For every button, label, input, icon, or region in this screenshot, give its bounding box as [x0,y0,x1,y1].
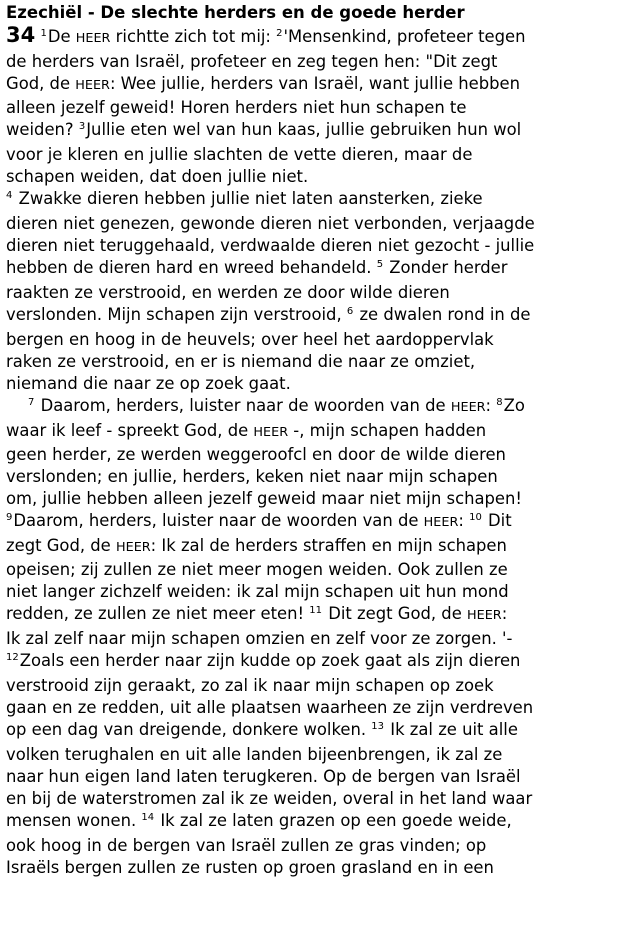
text-run: Israëls bergen zullen ze rusten op groen grasland en in een [6,858,494,877]
text-run: niet langer zichzelf weiden: ik zal mijn schapen uit hun mond [6,582,509,601]
text-line [6,329,618,351]
verse-number: 3 [78,121,86,132]
text-line [6,444,618,466]
text-line [6,810,618,835]
text-run: zegt God, de [6,536,116,555]
text-run: Dit zegt God, de [323,604,468,623]
small-caps-lord: HEER [423,515,459,530]
verse-number: 9 [6,512,13,523]
text-run: raken ze verstrooid, en er is niemand die naar ze omziet, [6,352,476,371]
text-line [6,857,618,879]
small-caps-lord: HEER [253,425,289,440]
verse-number: 12 [6,652,19,663]
small-caps-lord: HEER [467,608,502,623]
text-run: God, de [6,74,76,93]
text-run: op een dag van dreigende, donkere wolken. [6,720,372,739]
verse-number: 14 [141,812,155,823]
verse-number: 10 [469,512,482,523]
text-line [6,51,618,73]
text-run: verstrooid zijn geraakt, zo zal ik naar mijn schapen op zoek [6,676,494,695]
text-run: Ik zal ze uit alle [385,720,518,739]
verse-number: 1 [40,28,47,39]
small-caps-lord: HEER [115,540,151,555]
text-line [6,257,618,282]
text-run: Ik zal zelf naar mijn schapen omzien en zelf voor ze zorgen. '- [6,629,513,648]
text-line [6,395,618,420]
text-run: mensen wonen. [6,811,142,830]
small-caps-lord: HEER [450,400,486,415]
text-run: : [501,604,508,623]
text-line [6,535,618,559]
text-run: Jullie eten wel van hun kaas, jullie gebruiken hun wol [86,120,522,139]
text-run: hebben de dieren hard en wreed behandeld. [6,258,377,277]
text-run: bergen en hoog in de heuvels; over heel het aardoppervlak [6,330,494,349]
text-run: Zo [503,396,525,415]
text-run: volken terughalen en uit alle landen bijeenbrengen, ik zal ze [6,745,503,764]
verse-number: 8 [496,397,503,408]
text-line [6,788,618,810]
text-line [6,559,618,581]
text-line [6,650,618,675]
text-line [6,766,618,788]
text-run: Daarom, herders, luister naar de woorden van de [35,396,451,415]
text-line [6,97,618,119]
text-line [6,73,618,97]
passage-title: Ezechiël - De slechte herders en de goede herder [6,3,465,22]
text-line [6,144,618,166]
passage-text [6,24,618,879]
text-line [6,744,618,766]
text-run: naar hun eigen land laten terugkeren. Op de bergen van Israël [6,767,521,786]
text-line [6,581,618,603]
text-run: dieren niet genezen, gewonde dieren niet verbonden, verjaagde [6,214,535,233]
text-line [6,351,618,373]
text-run: Zonder herder [384,258,508,277]
text-run: ook hoog in de bergen van Israël zullen ze gras vinden; op [6,836,487,855]
text-line [6,304,618,329]
text-run: gaan en ze redden, uit alle plaatsen waarheen ze zijn verdreven [6,698,534,717]
verse-number: 13 [371,721,385,732]
text-line [6,235,618,257]
verse-number: 11 [309,605,322,616]
text-run: Ik zal ze laten grazen op een goede weide, [155,811,512,830]
text-run: : [458,511,470,530]
text-line [6,420,618,444]
text-line [6,488,618,510]
text-line [6,166,618,188]
text-line [6,119,618,144]
text-line [6,835,618,857]
text-line [6,213,618,235]
verse-number: 5 [376,259,384,270]
text-run: 'Mensenkind, profeteer tegen [283,27,526,46]
text-run: geen herder, ze werden weggeroofcl en door de wilde dieren [6,445,506,464]
verse-number: 2 [276,28,283,39]
small-caps-lord: HEER [75,31,111,46]
text-line [6,675,618,697]
text-line [6,188,618,213]
text-run: de herders van Israël, profeteer en zeg tegen hen: "Dit zegt [6,52,498,71]
text-run: om, jullie hebben alleen jezelf geweid maar niet mijn schapen! [6,489,522,508]
text-run: raakten ze verstrooid, en werden ze door wilde dieren [6,283,450,302]
text-line [6,628,618,650]
document-page [6,2,618,879]
text-line [6,282,618,304]
text-line [6,373,618,395]
text-run: verslonden; en jullie, herders, keken niet naar mijn schapen [6,467,498,486]
text-run: : Wee jullie, herders van Israël, want jullie hebben [109,74,520,93]
text-run: ze dwalen rond in de [354,305,531,324]
text-line [6,719,618,744]
text-run: : [485,396,497,415]
text-run: Zwakke dieren hebben jullie niet laten aansterken, zieke [13,189,483,208]
text-line [6,24,618,51]
text-run: voor je kleren en jullie slachten de vette dieren, maar de [6,145,473,164]
text-run: dieren niet teruggehaald, verdwaalde dieren niet gezocht - jullie [6,236,535,255]
text-run: Zoals een herder naar zijn kudde op zoek gaat als zijn dieren [19,651,521,670]
text-line [6,697,618,719]
text-run: waar ik leef - spreekt God, de [6,421,254,440]
text-run: schapen weiden, dat doen jullie niet. [6,167,309,186]
verse-number: 7 [28,397,35,408]
verse-number: 6 [346,306,354,317]
text-run: Dit [482,511,512,530]
chapter-number: 34 [6,23,36,47]
text-run: verslonden. Mijn schapen zijn verstrooid, [6,305,347,324]
text-line [6,510,618,535]
text-run: : Ik zal de herders straffen en mijn schapen [150,536,507,555]
text-line [6,466,618,488]
text-run: De [47,27,76,46]
text-run: -, mijn schapen hadden [288,421,487,440]
text-run: richtte zich tot mij: [110,27,277,46]
text-line [6,603,618,628]
text-run: en bij de waterstromen zal ik ze weiden, overal in het land waar [6,789,533,808]
text-run: redden, ze zullen ze niet meer eten! [6,604,310,623]
text-run: weiden? [6,120,79,139]
text-run: Daarom, herders, luister naar de woorden van de [13,511,424,530]
text-run: opeisen; zij zullen ze niet meer mogen weiden. Ook zullen ze [6,560,508,579]
small-caps-lord: HEER [75,78,110,93]
text-run: alleen jezelf geweid! Horen herders niet hun schapen te [6,98,467,117]
text-run: niemand die naar ze op zoek gaat. [6,374,291,393]
verse-number: 4 [6,190,13,201]
